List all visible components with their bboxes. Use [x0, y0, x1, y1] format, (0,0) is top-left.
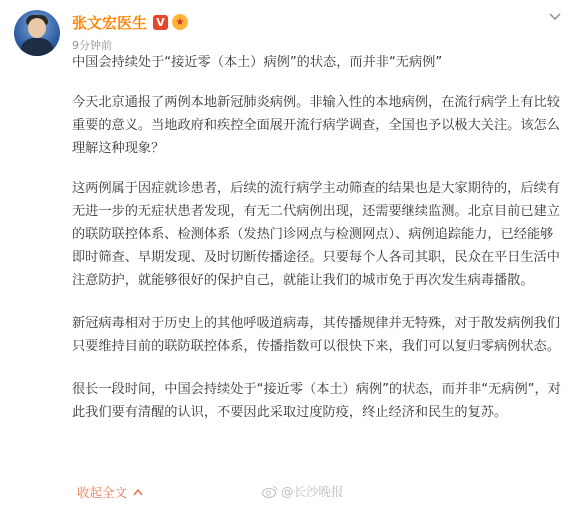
user-name[interactable]: 张文宏医生 — [72, 13, 148, 32]
avatar[interactable] — [14, 10, 60, 56]
post-paragraph: 这两例属于因症就诊患者，后续的流行病学主动筛查的结果也是大家期待的，后续有无进一步的无症状患者发现，有无二代病例出现，还需要继续监测。北京目前已建立的联防联控体系、检测体系（发热门诊网点与检测网点）、病例追踪能力，已经能够即时筛查、早期发现、及时切断传播途径。只要每个人各司其职，民众在平日生活中注意防护，就能够很好的保护自己，就能让我们的城市免于再次发生病毒播散。 — [72, 181, 560, 288]
more-icon[interactable] — [548, 10, 562, 24]
post-content — [72, 50, 566, 424]
watermark — [262, 482, 344, 500]
post-paragraph: 很长一段时间，中国会持续处于“接近零（本土）病例”的状态，而并非“无病例”，对此我们要有清醒的认识，不要因此采取过度防疫，终止经济和民生的复苏。 — [72, 382, 561, 420]
user-name-row — [72, 11, 188, 33]
collapse-label: 收起全文 — [77, 485, 128, 500]
post-paragraph: 今天北京通报了两例本地新冠肺炎病例。非输入性的本地病例，在流行病学上有比较重要的意义。当地政府和疾控全面展开流行病学调查，全国也予以极大关注。该怎么理解这种现象？ — [72, 95, 560, 156]
member-badge-icon: ★ — [172, 14, 188, 30]
chevron-up-icon — [133, 488, 143, 496]
post-timestamp[interactable]: 9分钟前 — [72, 39, 112, 52]
collapse-button[interactable] — [77, 483, 143, 501]
weibo-icon — [262, 485, 278, 498]
verified-icon: V — [153, 15, 168, 30]
post-paragraph: 新冠病毒相对于历史上的其他呼吸道病毒，其传播规律并无特殊，对于散发病例我们只要维持目前的联防联控体系，传播指数可以很快下来，我们可以复归零病例状态。 — [72, 316, 560, 354]
post-title: 中国会持续处于“接近零（本土）病例”的状态，而并非“无病例” — [72, 55, 443, 70]
watermark-text: @长沙晚报 — [281, 484, 344, 499]
